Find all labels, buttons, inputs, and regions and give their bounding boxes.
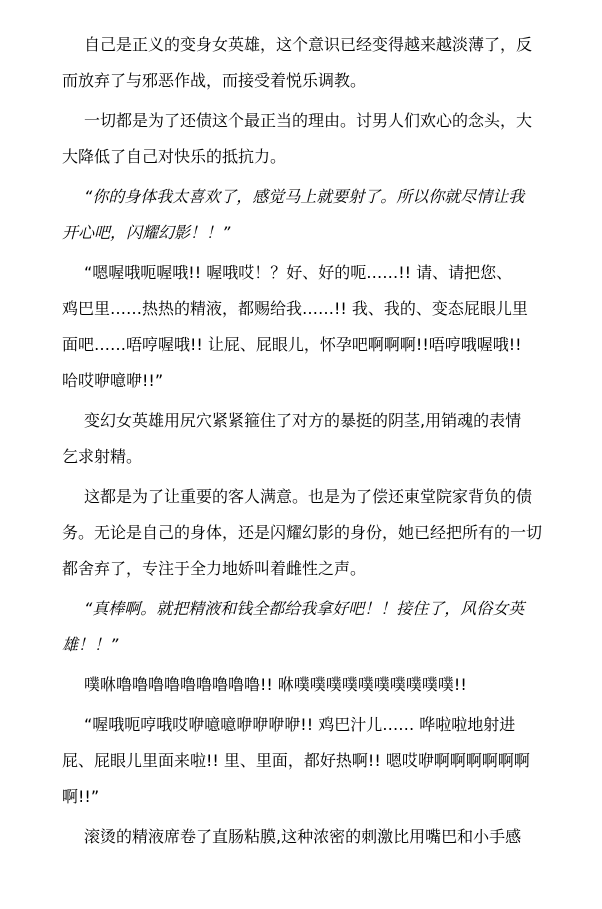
text-line: 鸡巴里……热热的精液，都赐给我……!! 我、我的、变态屁眼儿里 xyxy=(62,299,528,318)
text-line: 自己是正义的变身女英雄，这个意识已经变得越来越淡薄了，反 xyxy=(84,35,533,54)
text-line: 而放弃了与邪恶作战，而接受着悦乐调教。 xyxy=(62,71,367,90)
text-line: “真棒啊。就把精液和钱全都给我拿好吧！！接住了，风俗女英 xyxy=(84,599,525,618)
text-line: “你的身体我太喜欢了，感觉马上就要射了。所以你就尽情让我 xyxy=(84,187,525,206)
text-line: 面吧……唔哼喔哦!! 让屁、屁眼儿，怀孕吧啊啊啊!!唔哼哦喔哦!! xyxy=(62,335,522,354)
text-line: 大降低了自己对快乐的抵抗力。 xyxy=(62,147,287,166)
dialogue-paragraph xyxy=(62,184,552,256)
text-line: 变幻女英雄用尻穴紧紧箍住了对方的暴挺的阴茎,用销魂的表情 xyxy=(84,411,522,430)
text-line: 噗咻噜噜噜噜噜噜噜噜噜!! 咻噗噗噗噗噗噗噗噗噗噗!! xyxy=(84,675,467,694)
text-line: 开心吧，闪耀幻影！！” xyxy=(62,223,231,242)
text-line: 一切都是为了还债这个最正当的理由。讨男人们欢心的念头，大 xyxy=(84,111,533,130)
dialogue-paragraph xyxy=(62,596,552,668)
text-line: 屁、屁眼儿里面来啦!! 里、里面，都好热啊!! 嗯哎咿啊啊啊啊啊啊 xyxy=(62,751,530,770)
text-line: 滚烫的精液席卷了直肠粘膜,这种浓密的刺激比用嘴巴和小手感 xyxy=(84,827,522,846)
text-paragraph xyxy=(62,484,552,592)
text-line: 务。无论是自己的身体，还是闪耀幻影的身份，她已经把所有的一切 xyxy=(62,523,543,542)
text-line: “喔哦呃哼哦哎咿噫噫咿咿咿咿!! 鸡巴汁儿…… 哗啦啦地射进 xyxy=(84,715,516,734)
text-line: “嗯喔哦呃喔哦!! 喔哦哎！？好、好的呃……!! 请、请把您、 xyxy=(84,263,513,282)
text-line: 雄！！” xyxy=(62,635,119,654)
text-paragraph xyxy=(62,108,552,180)
text-line: 都舍弃了，专注于全力地娇叫着雌性之声。 xyxy=(62,559,367,578)
document-body xyxy=(62,32,552,864)
text-line: 啊!!” xyxy=(62,787,100,806)
text-paragraph xyxy=(62,672,552,708)
text-paragraph xyxy=(62,712,552,820)
text-line: 乞求射精。 xyxy=(62,447,143,466)
text-paragraph xyxy=(62,260,552,404)
text-line: 哈哎咿噫咿!!” xyxy=(62,371,164,390)
text-paragraph xyxy=(62,408,552,480)
text-paragraph xyxy=(62,824,552,860)
text-paragraph xyxy=(62,32,552,104)
text-line: 这都是为了让重要的客人满意。也是为了偿还東堂院家背负的债 xyxy=(84,487,533,506)
